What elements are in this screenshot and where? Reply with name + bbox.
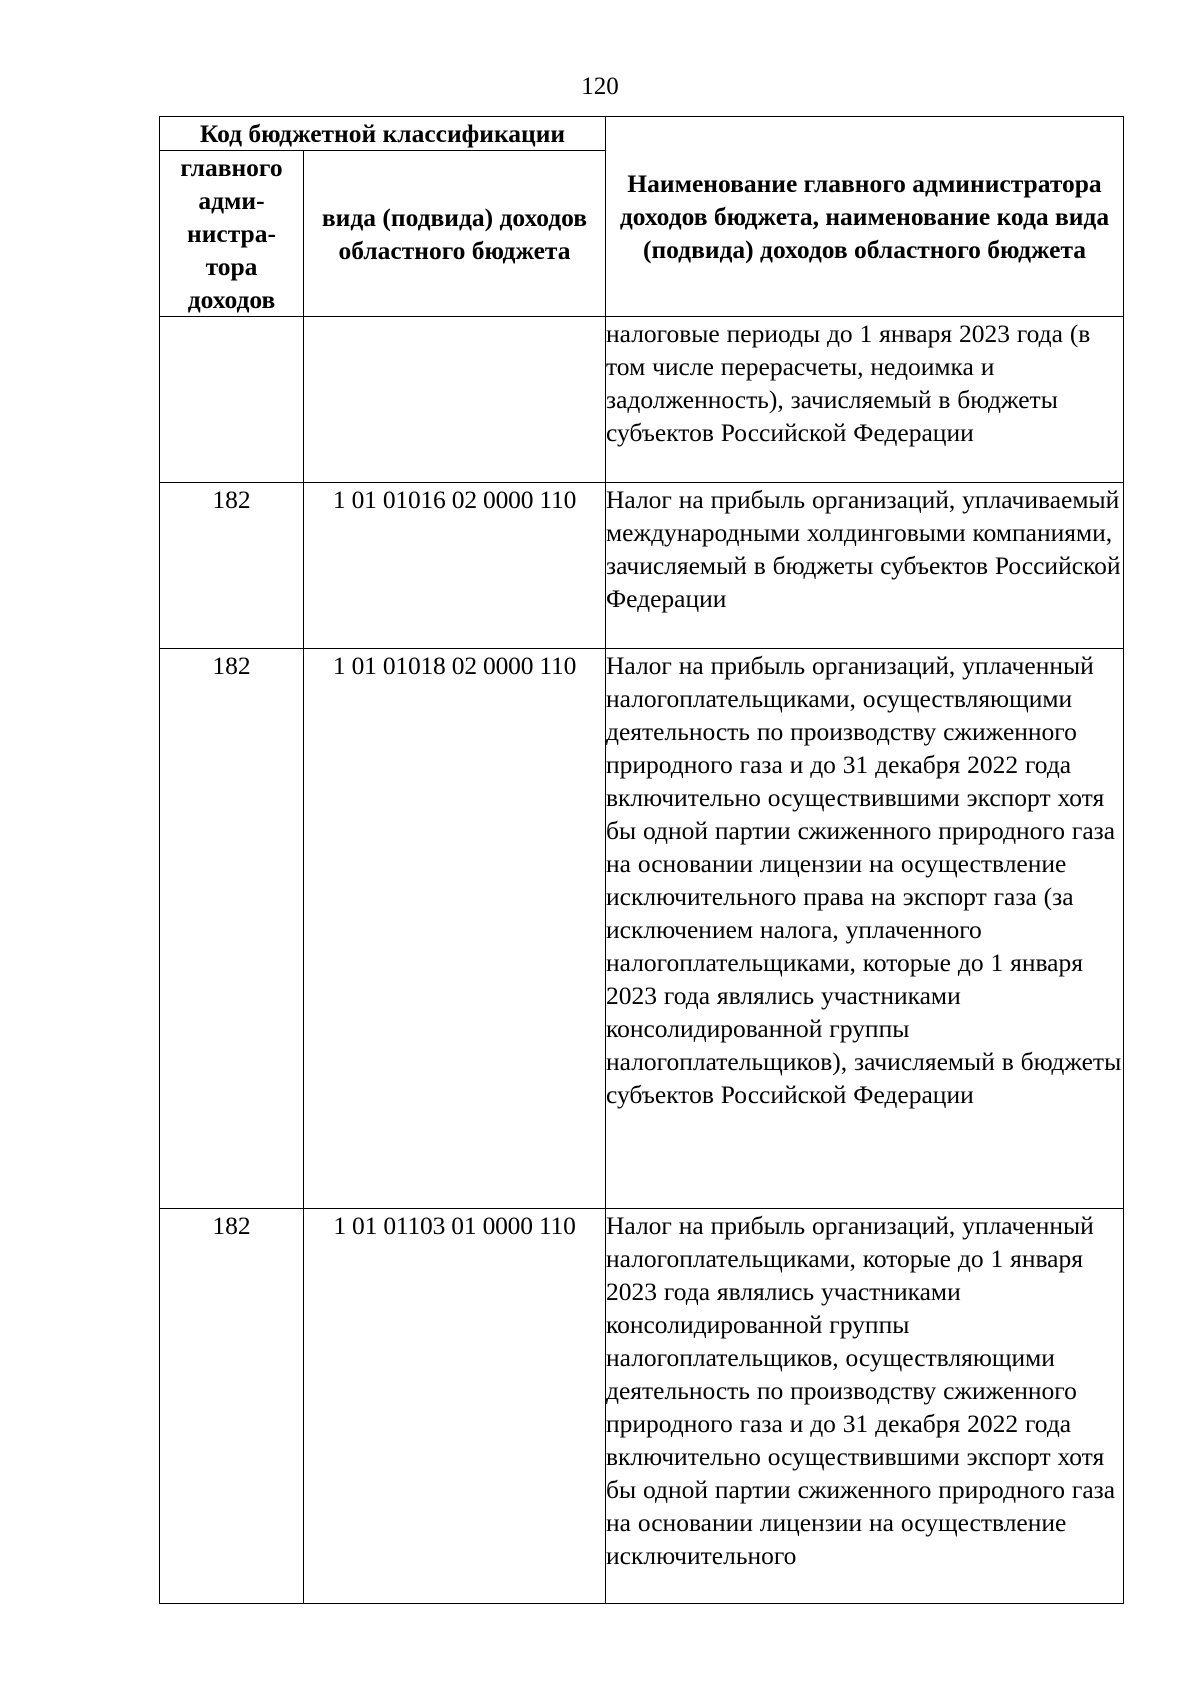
- revenue-name-cell: налоговые периоды до 1 января 2023 года (в том числе перерасчеты, недоимка и задолженность), зачисляемый в бюджеты субъектов Российской Федерации: [606, 317, 1124, 483]
- page-number: 120: [581, 73, 619, 100]
- header-chief-administrator: главного адми- нистра- тора доходов: [160, 151, 304, 317]
- header-revenue-type-code: вида (подвида) доходов областного бюджета: [304, 151, 606, 317]
- header-budget-classification-code: Код бюджетной классификации: [160, 117, 606, 151]
- revenue-name-cell: Налог на прибыль организаций, уплаченный налогоплательщиками, осуществляющими деятельность по производству сжиженного природного газа и до 31 декабря 2022 года включительно осуществившими экспорт хотя бы одной партии сжиженного природного газа на основании лицензии на осуществление исключительного права на экспорт газа (за исключением налога, уплаченного налогоплательщиками, которые до 1 января 2023 года являлись участниками консолидированной группы налогоплательщиков), зачисляемый в бюджеты субъектов Российской Федерации: [606, 649, 1124, 1209]
- header-administrator-name: Наименование главного администратора доходов бюджета, наименование кода вида (подвида) доходов областного бюджета: [606, 117, 1124, 317]
- admin-code-cell: [160, 317, 304, 483]
- table-row: [160, 649, 1124, 1209]
- admin-code-cell: 182: [160, 649, 304, 1209]
- revenue-code-cell: [304, 317, 606, 483]
- revenue-code-cell: 1 01 01018 02 0000 110: [304, 649, 606, 1209]
- table-row: [160, 317, 1124, 483]
- revenue-code-cell: 1 01 01103 01 0000 110: [304, 1209, 606, 1604]
- table-body: [160, 317, 1124, 1604]
- budget-classification-table: [159, 116, 1124, 1604]
- revenue-code-cell: 1 01 01016 02 0000 110: [304, 483, 606, 649]
- admin-code-cell: 182: [160, 483, 304, 649]
- admin-code-cell: 182: [160, 1209, 304, 1604]
- table-header: [160, 117, 1124, 317]
- table-row: [160, 1209, 1124, 1604]
- header-row-top: [160, 117, 1124, 151]
- revenue-name-cell: Налог на прибыль организаций, уплачиваемый международными холдинговыми компаниями, зачисляемый в бюджеты субъектов Российской Федерации: [606, 483, 1124, 649]
- revenue-name-cell: Налог на прибыль организаций, уплаченный налогоплательщиками, которые до 1 января 2023 года являлись участниками консолидированной группы налогоплательщиков, осуществляющими деятельность по производству сжиженного природного газа и до 31 декабря 2022 года включительно осуществившими экспорт хотя бы одной партии сжиженного природного газа на основании лицензии на осуществление исключительного: [606, 1209, 1124, 1604]
- table-row: [160, 483, 1124, 649]
